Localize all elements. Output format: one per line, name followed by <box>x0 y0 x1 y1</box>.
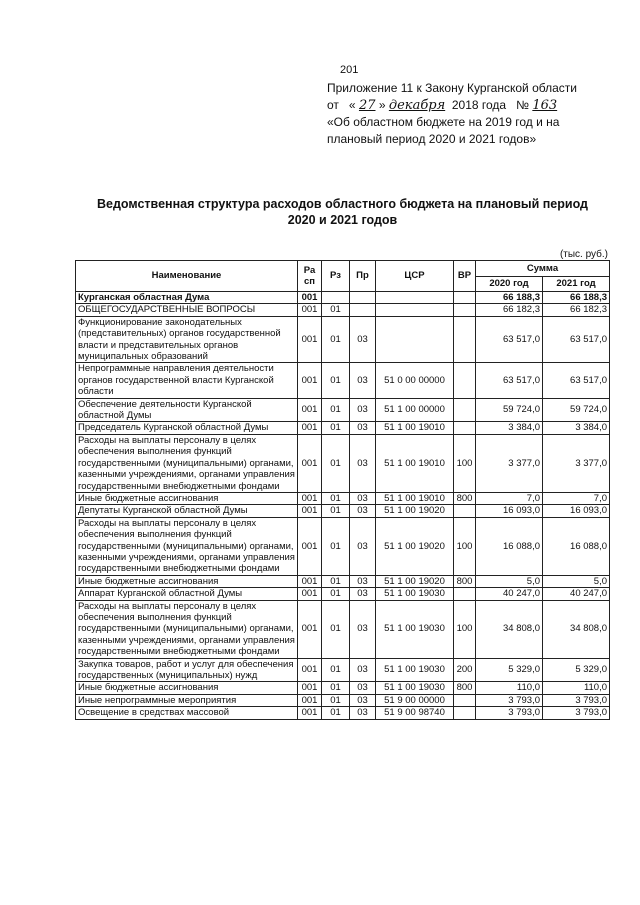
appendix-from: от <box>327 98 339 112</box>
cell-y2021: 3 793,0 <box>543 707 610 719</box>
cell-name: Закупка товаров, работ и услуг для обеспечения государственных (муниципальных) нужд <box>76 658 298 682</box>
cell-csr: 51 1 00 19020 <box>376 575 454 587</box>
cell-vr <box>454 292 476 304</box>
table-row <box>76 304 610 316</box>
cell-vr: 100 <box>454 434 476 492</box>
cell-y2020: 63 517,0 <box>476 316 543 363</box>
handwritten-day: 27 <box>358 98 376 113</box>
table-row <box>76 600 610 658</box>
cell-y2021: 63 517,0 <box>543 316 610 363</box>
cell-vr <box>454 505 476 517</box>
cell-csr: 51 9 00 00000 <box>376 694 454 706</box>
cell-y2020: 16 088,0 <box>476 517 543 575</box>
header-2020: 2020 год <box>476 276 543 292</box>
cell-csr: 51 1 00 19020 <box>376 517 454 575</box>
cell-vr <box>454 316 476 363</box>
cell-pr <box>350 304 376 316</box>
cell-vr <box>454 707 476 719</box>
cell-vr <box>454 363 476 398</box>
cell-rz: 01 <box>322 682 350 694</box>
cell-pr: 03 <box>350 600 376 658</box>
cell-rz: 01 <box>322 363 350 398</box>
header-csr: ЦСР <box>376 261 454 292</box>
cell-name: Обеспечение деятельности Курганской областной Думы <box>76 398 298 422</box>
appendix-line-3: «Об областном бюджете на 2019 год и на <box>327 115 560 129</box>
cell-name: Иные непрограммные мероприятия <box>76 694 298 706</box>
cell-csr: 51 1 00 19010 <box>376 422 454 434</box>
cell-y2020: 5,0 <box>476 575 543 587</box>
cell-rz: 01 <box>322 422 350 434</box>
cell-pr: 03 <box>350 492 376 504</box>
cell-y2020: 7,0 <box>476 492 543 504</box>
cell-pr: 03 <box>350 398 376 422</box>
appendix-quote-close: » <box>378 98 386 112</box>
cell-y2020: 34 808,0 <box>476 600 543 658</box>
table-row <box>76 682 610 694</box>
cell-name: Иные бюджетные ассигнования <box>76 575 298 587</box>
cell-rasp: 001 <box>298 316 322 363</box>
cell-y2020: 59 724,0 <box>476 398 543 422</box>
cell-rasp: 001 <box>298 600 322 658</box>
cell-name: Курганская областная Дума <box>76 292 298 304</box>
cell-y2021: 3 384,0 <box>543 422 610 434</box>
cell-vr <box>454 304 476 316</box>
cell-y2021: 5,0 <box>543 575 610 587</box>
cell-y2020: 110,0 <box>476 682 543 694</box>
cell-rasp: 001 <box>298 398 322 422</box>
table-body <box>76 292 610 720</box>
cell-name: Функционирование законодательных (представительных) органов государственной власти и представительных органов муниципальных образований <box>76 316 298 363</box>
cell-rasp: 001 <box>298 505 322 517</box>
cell-name: ОБЩЕГОСУДАРСТВЕННЫЕ ВОПРОСЫ <box>76 304 298 316</box>
table-row <box>76 292 610 304</box>
cell-rasp: 001 <box>298 492 322 504</box>
cell-rz: 01 <box>322 588 350 600</box>
cell-y2021: 66 182,3 <box>543 304 610 316</box>
cell-pr: 03 <box>350 505 376 517</box>
appendix-quote-open: « <box>348 98 356 112</box>
cell-rz: 01 <box>322 434 350 492</box>
table-row <box>76 658 610 682</box>
cell-pr: 03 <box>350 658 376 682</box>
cell-rasp: 001 <box>298 682 322 694</box>
cell-pr: 03 <box>350 434 376 492</box>
cell-csr: 51 1 00 19010 <box>376 434 454 492</box>
cell-rz: 01 <box>322 517 350 575</box>
cell-rasp: 001 <box>298 304 322 316</box>
table-row <box>76 398 610 422</box>
appendix-block <box>327 80 627 148</box>
cell-y2020: 66 188,3 <box>476 292 543 304</box>
cell-rz: 01 <box>322 658 350 682</box>
cell-pr: 03 <box>350 316 376 363</box>
cell-rasp: 001 <box>298 588 322 600</box>
header-name: Наименование <box>76 261 298 292</box>
cell-vr: 200 <box>454 658 476 682</box>
cell-pr <box>350 292 376 304</box>
cell-csr <box>376 316 454 363</box>
units-label: (тыс. руб.) <box>559 249 608 260</box>
table-row <box>76 517 610 575</box>
header-vr: ВР <box>454 261 476 292</box>
cell-vr <box>454 398 476 422</box>
appendix-line-4: плановый период 2020 и 2021 годов» <box>327 132 537 146</box>
cell-y2021: 16 093,0 <box>543 505 610 517</box>
cell-name: Председатель Курганской областной Думы <box>76 422 298 434</box>
cell-y2021: 59 724,0 <box>543 398 610 422</box>
cell-csr: 51 1 00 00000 <box>376 398 454 422</box>
cell-name: Освещение в средствах массовой <box>76 707 298 719</box>
cell-pr: 03 <box>350 422 376 434</box>
cell-vr: 800 <box>454 492 476 504</box>
cell-y2020: 3 377,0 <box>476 434 543 492</box>
cell-vr <box>454 588 476 600</box>
cell-y2021: 16 088,0 <box>543 517 610 575</box>
cell-name: Расходы на выплаты персоналу в целях обеспечения выполнения функций государственными (муниципальными) органами, казенными учреждениями, органами управления государственными внебюджетными фондами <box>76 600 298 658</box>
cell-rz: 01 <box>322 575 350 587</box>
header-pr: Пр <box>350 261 376 292</box>
document-title <box>70 196 615 228</box>
cell-vr: 100 <box>454 600 476 658</box>
cell-vr: 800 <box>454 682 476 694</box>
cell-vr: 100 <box>454 517 476 575</box>
cell-y2020: 16 093,0 <box>476 505 543 517</box>
cell-y2020: 3 793,0 <box>476 694 543 706</box>
appendix-number-sign: № <box>516 98 529 112</box>
table-row <box>76 316 610 363</box>
document-title-line-2: 2020 и 2021 годов <box>287 213 398 227</box>
cell-rasp: 001 <box>298 363 322 398</box>
table-row <box>76 588 610 600</box>
cell-pr: 03 <box>350 707 376 719</box>
table-row <box>76 575 610 587</box>
cell-name: Аппарат Курганской областной Думы <box>76 588 298 600</box>
cell-y2020: 3 793,0 <box>476 707 543 719</box>
page-number: 201 <box>340 64 359 76</box>
cell-csr: 51 0 00 00000 <box>376 363 454 398</box>
cell-rasp: 001 <box>298 422 322 434</box>
cell-csr: 51 1 00 19030 <box>376 658 454 682</box>
budget-table <box>75 260 610 720</box>
cell-pr: 03 <box>350 694 376 706</box>
cell-vr <box>454 422 476 434</box>
cell-y2021: 40 247,0 <box>543 588 610 600</box>
cell-rasp: 001 <box>298 434 322 492</box>
cell-csr: 51 1 00 19030 <box>376 600 454 658</box>
cell-rz: 01 <box>322 492 350 504</box>
table-row <box>76 492 610 504</box>
cell-y2020: 3 384,0 <box>476 422 543 434</box>
cell-csr: 51 1 00 19030 <box>376 588 454 600</box>
cell-csr <box>376 292 454 304</box>
cell-rasp: 001 <box>298 707 322 719</box>
header-rz: Рз <box>322 261 350 292</box>
cell-name: Расходы на выплаты персоналу в целях обеспечения выполнения функций государственными (муниципальными) органами, казенными учреждениями, органами управления государственными внебюджетными фондами <box>76 434 298 492</box>
header-2021: 2021 год <box>543 276 610 292</box>
cell-pr: 03 <box>350 588 376 600</box>
cell-y2020: 63 517,0 <box>476 363 543 398</box>
handwritten-month: декабря <box>388 98 446 113</box>
cell-y2021: 63 517,0 <box>543 363 610 398</box>
cell-vr <box>454 694 476 706</box>
cell-rz: 01 <box>322 707 350 719</box>
cell-rasp: 001 <box>298 694 322 706</box>
cell-y2020: 5 329,0 <box>476 658 543 682</box>
cell-rz: 01 <box>322 304 350 316</box>
cell-rz: 01 <box>322 694 350 706</box>
cell-pr: 03 <box>350 363 376 398</box>
cell-y2021: 34 808,0 <box>543 600 610 658</box>
cell-rz: 01 <box>322 600 350 658</box>
cell-rasp: 001 <box>298 292 322 304</box>
cell-csr: 51 1 00 19010 <box>376 492 454 504</box>
appendix-year: 2018 года <box>451 98 507 112</box>
table-row <box>76 505 610 517</box>
cell-rasp: 001 <box>298 517 322 575</box>
cell-y2020: 66 182,3 <box>476 304 543 316</box>
cell-name: Расходы на выплаты персоналу в целях обеспечения выполнения функций государственными (муниципальными) органами, казенными учреждениями, органами управления государственными внебюджетными фондами <box>76 517 298 575</box>
header-rasp: Ра сп <box>298 261 322 292</box>
cell-csr: 51 1 00 19020 <box>376 505 454 517</box>
cell-rasp: 001 <box>298 658 322 682</box>
cell-pr: 03 <box>350 682 376 694</box>
cell-csr: 51 1 00 19030 <box>376 682 454 694</box>
cell-y2020: 40 247,0 <box>476 588 543 600</box>
appendix-line-2 <box>327 97 627 114</box>
table-row <box>76 694 610 706</box>
header-sum: Сумма <box>476 261 610 277</box>
handwritten-number: 163 <box>532 98 558 113</box>
cell-rz <box>322 292 350 304</box>
cell-y2021: 110,0 <box>543 682 610 694</box>
cell-y2021: 5 329,0 <box>543 658 610 682</box>
table-row <box>76 434 610 492</box>
table-row <box>76 363 610 398</box>
cell-rz: 01 <box>322 316 350 363</box>
cell-name: Непрограммные направления деятельности органов государственной власти Курганской области <box>76 363 298 398</box>
cell-pr: 03 <box>350 575 376 587</box>
cell-y2021: 66 188,3 <box>543 292 610 304</box>
table-row <box>76 707 610 719</box>
cell-name: Иные бюджетные ассигнования <box>76 682 298 694</box>
cell-rz: 01 <box>322 505 350 517</box>
cell-name: Иные бюджетные ассигнования <box>76 492 298 504</box>
cell-y2021: 3 793,0 <box>543 694 610 706</box>
cell-y2021: 3 377,0 <box>543 434 610 492</box>
document-title-line-1: Ведомственная структура расходов областного бюджета на плановый период <box>97 197 588 211</box>
cell-pr: 03 <box>350 517 376 575</box>
cell-name: Депутаты Курганской областной Думы <box>76 505 298 517</box>
cell-rasp: 001 <box>298 575 322 587</box>
cell-rz: 01 <box>322 398 350 422</box>
table-row <box>76 422 610 434</box>
cell-y2021: 7,0 <box>543 492 610 504</box>
appendix-line-1: Приложение 11 к Закону Курганской области <box>327 81 577 95</box>
cell-csr: 51 9 00 98740 <box>376 707 454 719</box>
cell-vr: 800 <box>454 575 476 587</box>
cell-csr <box>376 304 454 316</box>
